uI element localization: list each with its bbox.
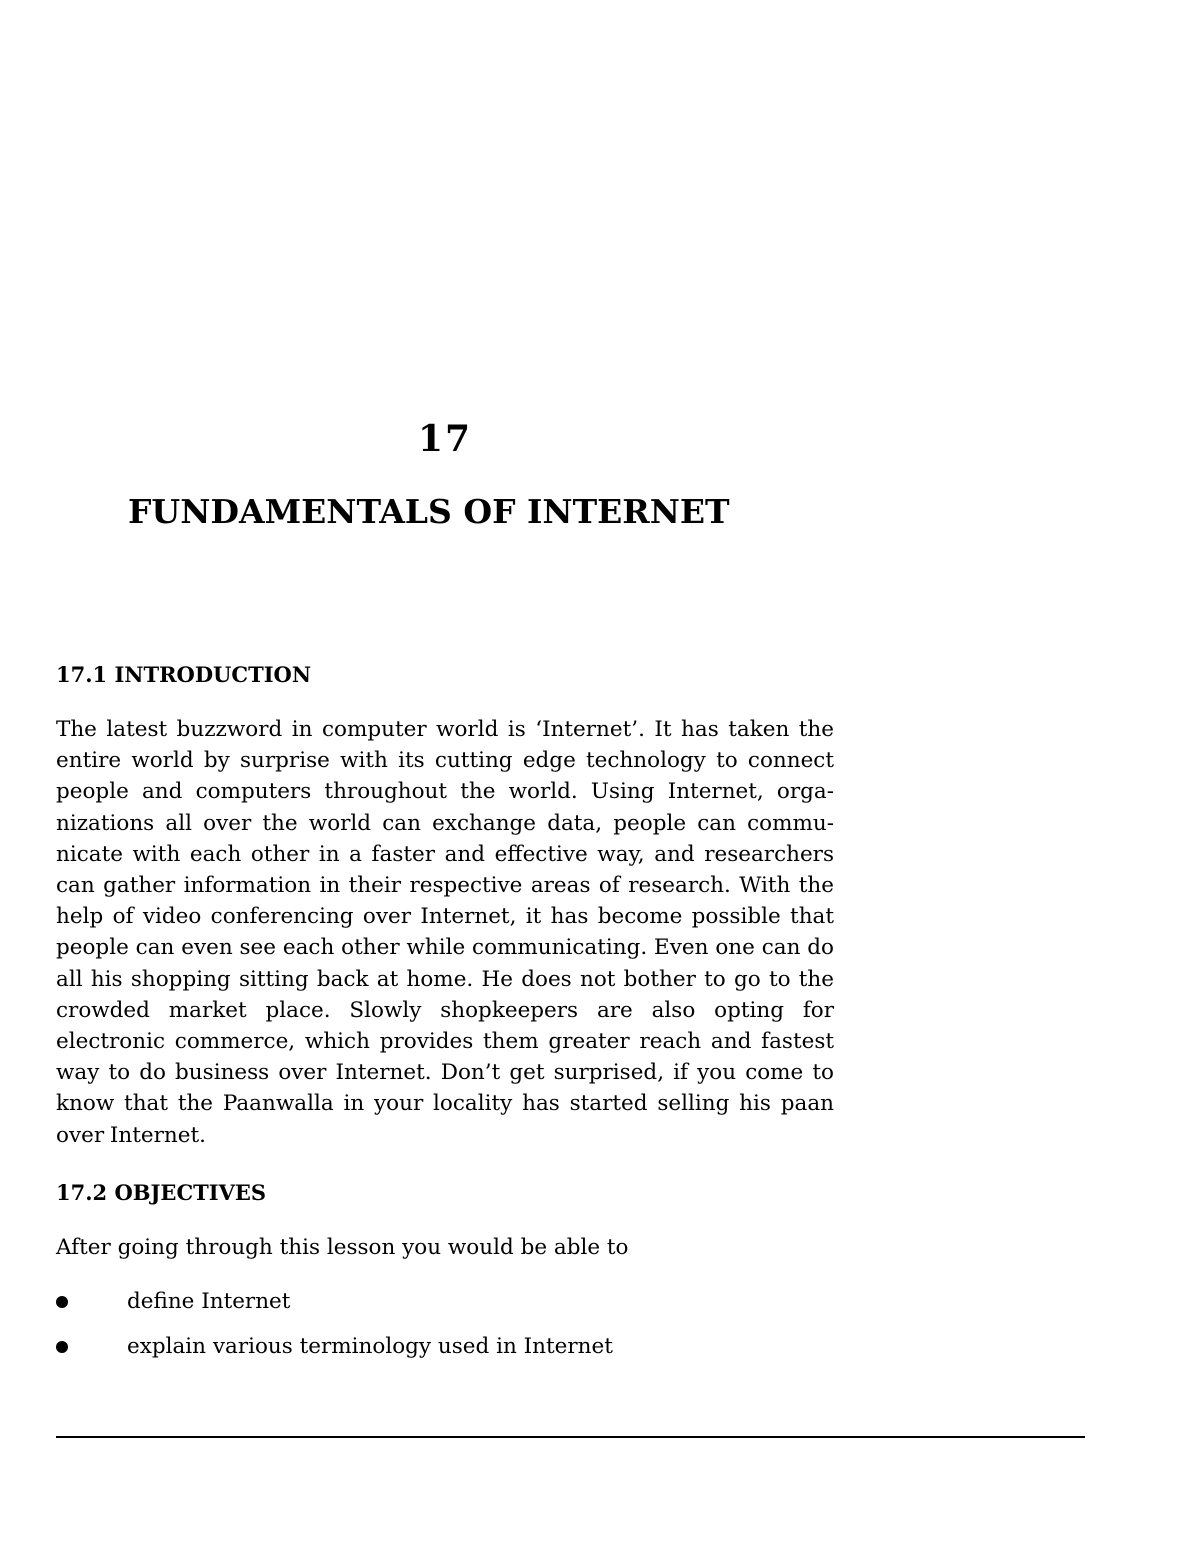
objective-text: explain various terminology used in Internet: [127, 1334, 613, 1359]
section-heading-introduction: 17.1 INTRODUCTION: [56, 662, 312, 687]
bullet-icon: [56, 1341, 68, 1353]
objective-text: define Internet: [127, 1289, 291, 1314]
chapter-title: FUNDAMENTALS OF INTERNET: [128, 492, 730, 531]
section-heading-objectives: 17.2 OBJECTIVES: [56, 1180, 267, 1205]
introduction-paragraph: The latest buzzword in computer world is ‘Internet’. It has taken the entire world by surprise with its cutting edge technology to connect people and computers throughout the world. Using Internet, orga-nizations all over the world can exchange data, people can commu-nicate with each other in a faster and effective way, and researchers can gather information in their respective areas of research. With the help of video conferencing over Internet, it has become possible that people can even see each other while communicating. Even one can do all his shopping sitting back at home. He does not bother to go to the crowded market place. Slowly shopkeepers are also opting for electronic commerce, which provides them greater reach and fastest way to do business over Internet. Don’t get surprised, if you come to know that the Paanwalla in your locality has started selling his paan over Internet.: [56, 717, 834, 1148]
objectives-lead-sentence: After going through this lesson you would be able to: [56, 1235, 629, 1260]
bullet-icon: [56, 1296, 68, 1308]
footer-divider: [56, 1436, 1085, 1438]
chapter-number: 17: [417, 418, 473, 460]
